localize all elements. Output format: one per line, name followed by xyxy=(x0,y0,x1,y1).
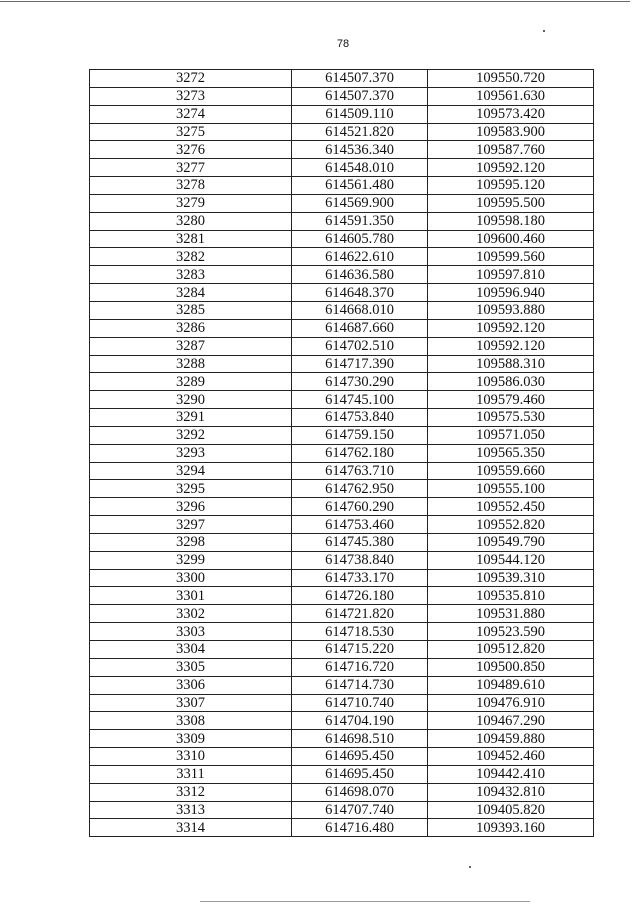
point-number-cell: 3278 xyxy=(90,177,292,195)
table-row xyxy=(90,177,594,195)
table-row xyxy=(90,230,594,248)
point-number-cell: 3281 xyxy=(90,230,292,248)
point-number-cell: 3302 xyxy=(90,605,292,623)
x-coordinate-cell: 614695.450 xyxy=(292,748,428,766)
y-coordinate-cell: 109571.050 xyxy=(428,426,594,444)
x-coordinate-cell: 614710.740 xyxy=(292,694,428,712)
x-coordinate-cell: 614695.450 xyxy=(292,765,428,783)
table-row xyxy=(90,658,594,676)
x-coordinate-cell: 614536.340 xyxy=(292,141,428,159)
point-number-cell: 3314 xyxy=(90,819,292,837)
x-coordinate-cell: 614548.010 xyxy=(292,159,428,177)
y-coordinate-cell: 109531.880 xyxy=(428,605,594,623)
table-row xyxy=(90,623,594,641)
table-row xyxy=(90,569,594,587)
point-number-cell: 3296 xyxy=(90,498,292,516)
table-row xyxy=(90,641,594,659)
y-coordinate-cell: 109587.760 xyxy=(428,141,594,159)
table-row xyxy=(90,248,594,266)
point-number-cell: 3291 xyxy=(90,409,292,427)
point-number-cell: 3313 xyxy=(90,801,292,819)
x-coordinate-cell: 614605.780 xyxy=(292,230,428,248)
y-coordinate-cell: 109592.120 xyxy=(428,337,594,355)
table-row xyxy=(90,587,594,605)
x-coordinate-cell: 614733.170 xyxy=(292,569,428,587)
y-coordinate-cell: 109599.560 xyxy=(428,248,594,266)
y-coordinate-cell: 109552.820 xyxy=(428,516,594,534)
x-coordinate-cell: 614759.150 xyxy=(292,426,428,444)
x-coordinate-cell: 614687.660 xyxy=(292,319,428,337)
table-row xyxy=(90,765,594,783)
table-row xyxy=(90,605,594,623)
y-coordinate-cell: 109393.160 xyxy=(428,819,594,837)
point-number-cell: 3286 xyxy=(90,319,292,337)
y-coordinate-cell: 109597.810 xyxy=(428,266,594,284)
x-coordinate-cell: 614730.290 xyxy=(292,373,428,391)
table-row xyxy=(90,409,594,427)
point-number-cell: 3304 xyxy=(90,641,292,659)
y-coordinate-cell: 109489.610 xyxy=(428,676,594,694)
table-row xyxy=(90,355,594,373)
y-coordinate-cell: 109500.850 xyxy=(428,658,594,676)
table-row xyxy=(90,141,594,159)
point-number-cell: 3292 xyxy=(90,426,292,444)
point-number-cell: 3284 xyxy=(90,284,292,302)
x-coordinate-cell: 614668.010 xyxy=(292,301,428,319)
point-number-cell: 3305 xyxy=(90,658,292,676)
x-coordinate-cell: 614622.610 xyxy=(292,248,428,266)
x-coordinate-cell: 614507.370 xyxy=(292,87,428,105)
point-number-cell: 3308 xyxy=(90,712,292,730)
x-coordinate-cell: 614561.480 xyxy=(292,177,428,195)
top-rule xyxy=(0,1,630,2)
x-coordinate-cell: 614763.710 xyxy=(292,462,428,480)
y-coordinate-cell: 109596.940 xyxy=(428,284,594,302)
table-row xyxy=(90,391,594,409)
bottom-rule xyxy=(200,901,530,902)
table-row xyxy=(90,516,594,534)
y-coordinate-cell: 109595.120 xyxy=(428,177,594,195)
y-coordinate-cell: 109561.630 xyxy=(428,87,594,105)
x-coordinate-cell: 614714.730 xyxy=(292,676,428,694)
y-coordinate-cell: 109405.820 xyxy=(428,801,594,819)
point-number-cell: 3294 xyxy=(90,462,292,480)
table-row xyxy=(90,373,594,391)
point-number-cell: 3280 xyxy=(90,212,292,230)
table-row xyxy=(90,551,594,569)
point-number-cell: 3287 xyxy=(90,337,292,355)
y-coordinate-cell: 109452.460 xyxy=(428,748,594,766)
point-number-cell: 3307 xyxy=(90,694,292,712)
x-coordinate-cell: 614636.580 xyxy=(292,266,428,284)
y-coordinate-cell: 109467.290 xyxy=(428,712,594,730)
table-row xyxy=(90,801,594,819)
x-coordinate-cell: 614753.840 xyxy=(292,409,428,427)
coordinates-table-body xyxy=(90,70,594,837)
x-coordinate-cell: 614762.950 xyxy=(292,480,428,498)
x-coordinate-cell: 614648.370 xyxy=(292,284,428,302)
table-row xyxy=(90,694,594,712)
y-coordinate-cell: 109600.460 xyxy=(428,230,594,248)
point-number-cell: 3312 xyxy=(90,783,292,801)
point-number-cell: 3310 xyxy=(90,748,292,766)
point-number-cell: 3298 xyxy=(90,533,292,551)
point-number-cell: 3300 xyxy=(90,569,292,587)
table-row xyxy=(90,337,594,355)
table-row xyxy=(90,123,594,141)
table-row xyxy=(90,712,594,730)
y-coordinate-cell: 109442.410 xyxy=(428,765,594,783)
y-coordinate-cell: 109550.720 xyxy=(428,70,594,88)
y-coordinate-cell: 109555.100 xyxy=(428,480,594,498)
y-coordinate-cell: 109583.900 xyxy=(428,123,594,141)
x-coordinate-cell: 614707.740 xyxy=(292,801,428,819)
point-number-cell: 3285 xyxy=(90,301,292,319)
x-coordinate-cell: 614698.070 xyxy=(292,783,428,801)
x-coordinate-cell: 614760.290 xyxy=(292,498,428,516)
point-number-cell: 3288 xyxy=(90,355,292,373)
y-coordinate-cell: 109535.810 xyxy=(428,587,594,605)
x-coordinate-cell: 614507.370 xyxy=(292,70,428,88)
x-coordinate-cell: 614762.180 xyxy=(292,444,428,462)
x-coordinate-cell: 614569.900 xyxy=(292,194,428,212)
y-coordinate-cell: 109592.120 xyxy=(428,319,594,337)
y-coordinate-cell: 109593.880 xyxy=(428,301,594,319)
y-coordinate-cell: 109588.310 xyxy=(428,355,594,373)
table-row xyxy=(90,498,594,516)
table-row xyxy=(90,105,594,123)
table-row xyxy=(90,212,594,230)
y-coordinate-cell: 109586.030 xyxy=(428,373,594,391)
x-coordinate-cell: 614704.190 xyxy=(292,712,428,730)
point-number-cell: 3273 xyxy=(90,87,292,105)
table-row xyxy=(90,730,594,748)
y-coordinate-cell: 109512.820 xyxy=(428,641,594,659)
table-row xyxy=(90,676,594,694)
y-coordinate-cell: 109598.180 xyxy=(428,212,594,230)
coordinates-table xyxy=(89,69,594,837)
scan-speck xyxy=(469,866,471,868)
x-coordinate-cell: 614717.390 xyxy=(292,355,428,373)
point-number-cell: 3306 xyxy=(90,676,292,694)
y-coordinate-cell: 109573.420 xyxy=(428,105,594,123)
y-coordinate-cell: 109523.590 xyxy=(428,623,594,641)
table-row xyxy=(90,70,594,88)
x-coordinate-cell: 614702.510 xyxy=(292,337,428,355)
point-number-cell: 3272 xyxy=(90,70,292,88)
y-coordinate-cell: 109592.120 xyxy=(428,159,594,177)
y-coordinate-cell: 109549.790 xyxy=(428,533,594,551)
table-row xyxy=(90,159,594,177)
table-row xyxy=(90,462,594,480)
y-coordinate-cell: 109476.910 xyxy=(428,694,594,712)
table-row xyxy=(90,748,594,766)
table-row xyxy=(90,426,594,444)
x-coordinate-cell: 614698.510 xyxy=(292,730,428,748)
y-coordinate-cell: 109595.500 xyxy=(428,194,594,212)
table-row xyxy=(90,444,594,462)
table-row xyxy=(90,301,594,319)
table-row xyxy=(90,819,594,837)
x-coordinate-cell: 614715.220 xyxy=(292,641,428,659)
x-coordinate-cell: 614745.380 xyxy=(292,533,428,551)
point-number-cell: 3283 xyxy=(90,266,292,284)
point-number-cell: 3279 xyxy=(90,194,292,212)
x-coordinate-cell: 614721.820 xyxy=(292,605,428,623)
x-coordinate-cell: 614745.100 xyxy=(292,391,428,409)
page-number: 78 xyxy=(336,38,350,50)
x-coordinate-cell: 614716.720 xyxy=(292,658,428,676)
table-row xyxy=(90,87,594,105)
table-row xyxy=(90,266,594,284)
x-coordinate-cell: 614716.480 xyxy=(292,819,428,837)
point-number-cell: 3277 xyxy=(90,159,292,177)
scan-speck xyxy=(543,30,545,32)
table-row xyxy=(90,783,594,801)
y-coordinate-cell: 109544.120 xyxy=(428,551,594,569)
point-number-cell: 3295 xyxy=(90,480,292,498)
point-number-cell: 3311 xyxy=(90,765,292,783)
point-number-cell: 3301 xyxy=(90,587,292,605)
point-number-cell: 3303 xyxy=(90,623,292,641)
table-row xyxy=(90,284,594,302)
point-number-cell: 3299 xyxy=(90,551,292,569)
point-number-cell: 3289 xyxy=(90,373,292,391)
table-row xyxy=(90,480,594,498)
point-number-cell: 3293 xyxy=(90,444,292,462)
x-coordinate-cell: 614591.350 xyxy=(292,212,428,230)
y-coordinate-cell: 109565.350 xyxy=(428,444,594,462)
x-coordinate-cell: 614738.840 xyxy=(292,551,428,569)
x-coordinate-cell: 614521.820 xyxy=(292,123,428,141)
point-number-cell: 3276 xyxy=(90,141,292,159)
y-coordinate-cell: 109559.660 xyxy=(428,462,594,480)
point-number-cell: 3274 xyxy=(90,105,292,123)
y-coordinate-cell: 109432.810 xyxy=(428,783,594,801)
x-coordinate-cell: 614718.530 xyxy=(292,623,428,641)
y-coordinate-cell: 109459.880 xyxy=(428,730,594,748)
x-coordinate-cell: 614509.110 xyxy=(292,105,428,123)
y-coordinate-cell: 109575.530 xyxy=(428,409,594,427)
y-coordinate-cell: 109579.460 xyxy=(428,391,594,409)
point-number-cell: 3282 xyxy=(90,248,292,266)
table-row xyxy=(90,319,594,337)
table-row xyxy=(90,533,594,551)
point-number-cell: 3290 xyxy=(90,391,292,409)
table-row xyxy=(90,194,594,212)
point-number-cell: 3275 xyxy=(90,123,292,141)
point-number-cell: 3297 xyxy=(90,516,292,534)
point-number-cell: 3309 xyxy=(90,730,292,748)
x-coordinate-cell: 614726.180 xyxy=(292,587,428,605)
x-coordinate-cell: 614753.460 xyxy=(292,516,428,534)
y-coordinate-cell: 109539.310 xyxy=(428,569,594,587)
y-coordinate-cell: 109552.450 xyxy=(428,498,594,516)
